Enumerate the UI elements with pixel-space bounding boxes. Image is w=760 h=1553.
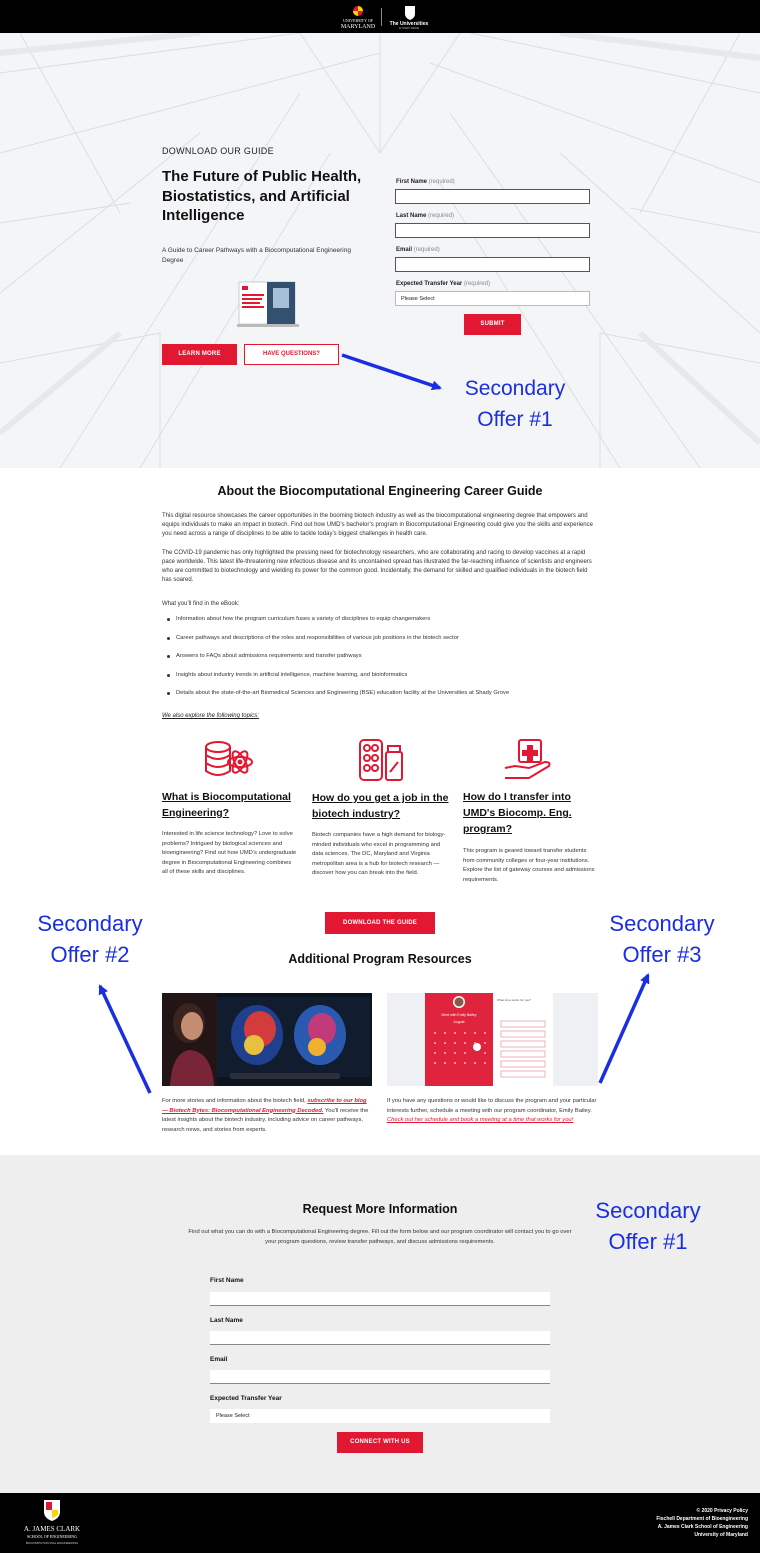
calendar-question: What time works for you? — [497, 998, 531, 1002]
arrow-offer2 — [100, 986, 150, 1093]
last-name-label: Last Name (required) — [396, 213, 455, 219]
list-item: Details about the state-of-the-art Biomedical Sciences and Engineering (BSE) education facility at the Universities at Shady Grove — [162, 690, 598, 709]
request-transfer-year-select[interactable]: Please Select — [210, 1409, 550, 1423]
topic-title-biotech-job[interactable]: How do you get a job in the biotech industry? — [312, 792, 449, 820]
about-list-intro: What you’ll find in the eBook: — [162, 601, 240, 607]
about-paragraph-1: This digital resource showcases the career opportunities in the booming biotech industry as well as the biocomputational engineering degree that empowers and equips individuals to make an impact in biotech. Find out how UMD’s bachelor’s program in Biocomputational Engineering could give you the skills and experience you need across a range of disciplines to be able to tackle today’s biggest challenges in health care. — [162, 513, 593, 537]
hero-architecture-background — [0, 33, 760, 468]
book-meeting-link[interactable]: Check out her schedule and book a meeting at a time that works for you! — [387, 1117, 574, 1123]
topic-text-biotech-job: Biotech companies have a high demand for biology-minded individuals who excel in programming and data sciences. The DC, Maryland and Virginia metropolitan area is a hub for biotech research — discover how you can break into the field. — [312, 832, 446, 876]
footer — [0, 1493, 760, 1553]
database-atom-icon — [202, 738, 254, 784]
pills-medicine-icon — [356, 738, 408, 784]
footer-logo-line3: BIOCOMPUTATIONAL ENGINEERING — [25, 1541, 79, 1545]
list-item: Information about how the program curriculum fuses a variety of disciplines to equip changemakers — [162, 616, 598, 635]
hero-title: The Future of Public Health, Biostatistics, and Artificial Intelligence — [162, 168, 362, 224]
request-email-label: Email — [210, 1356, 228, 1363]
topic-title-transfer[interactable]: How do I transfer into UMD's Biocomp. Eng. program? — [463, 791, 572, 835]
request-transfer-year-label: Expected Transfer Year — [210, 1395, 282, 1402]
transfer-year-select[interactable]: Please Select — [395, 291, 590, 306]
footer-university: University of Maryland — [694, 1532, 748, 1538]
svg-text:AT SHADY GROVE: AT SHADY GROVE — [398, 28, 420, 30]
request-last-name-label: Last Name — [210, 1317, 243, 1324]
subscribe-blog-link[interactable]: subscribe to our blog — Biotech Bytes: Biocomputational Engineering Decoded. — [162, 1098, 367, 1114]
email-input[interactable] — [395, 257, 590, 272]
footer-privacy-link[interactable]: © 2020 Privacy Policy — [696, 1508, 748, 1514]
about-title: About the Biocomputational Engineering Career Guide — [217, 484, 543, 498]
have-questions-button[interactable]: HAVE QUESTIONS? — [244, 344, 339, 365]
email-label: Email (required) — [396, 247, 440, 253]
request-first-name-label: First Name — [210, 1277, 244, 1284]
annotation-offer1-top: Secondary Offer #1 — [464, 377, 566, 431]
first-name-label: First Name (required) — [396, 179, 455, 185]
first-name-input[interactable] — [395, 189, 590, 204]
svg-text:The Universities: The Universities — [389, 21, 429, 27]
hero-subtitle: A Guide to Career Pathways with a Biocomputational Engineering Degree — [162, 247, 351, 264]
footer-school: A. James Clark School of Engineering — [657, 1524, 748, 1530]
connect-with-us-button[interactable]: CONNECT WITH US — [337, 1432, 423, 1453]
transfer-year-label: Expected Transfer Year (required) — [396, 281, 490, 287]
svg-text:MARYLAND: MARYLAND — [340, 24, 376, 30]
resources-title: Additional Program Resources — [288, 952, 472, 966]
scientist-brain-scan-image[interactable] — [162, 993, 372, 1086]
top-bar — [0, 0, 760, 33]
download-guide-button[interactable]: DOWNLOAD THE GUIDE — [325, 912, 435, 934]
about-paragraph-2: The COVID-19 pandemic has only highlighted the pressing need for biotechnology researchers, who are collaborating and racing to develop vaccines at a rapid pace worldwide. This latest life-threatening new infectious disease and its uncontained spread has illustrated the far-reaching influence of scientists and engineers who are committed to biotechnology and wielding its power for the common good. Incidentally, the demand for skilled and qualified individuals in the biotech field has soared. — [162, 550, 592, 583]
footer-department: Fischell Department of Bioengineering — [656, 1516, 748, 1522]
request-intro: Find out what you can do with a Biocomputational Engineering degree. Fill out the form below and our program coordinator will contact you to go over your program questions, review transfer pathways, and discuss admissions requirements. — [188, 1229, 572, 1245]
hand-medical-cross-icon — [503, 738, 555, 784]
footer-logo-line2: SCHOOL OF ENGINEERING — [26, 1534, 78, 1539]
topic-title-biocomp[interactable]: What is Biocomputational Engineering? — [162, 791, 291, 819]
list-item: Career pathways and descriptions of the roles and responsibilities of various job positions in the biotech sector — [162, 635, 598, 654]
guide-cover-image[interactable] — [237, 280, 301, 328]
clark-school-logo[interactable] — [12, 1498, 92, 1548]
request-title: Request More Information — [302, 1202, 458, 1216]
request-last-name-input[interactable] — [210, 1331, 550, 1345]
blog-text: For more stories and information about the biotech field, subscribe to our blog — Biotech Bytes: Biocomputational Engineering Decoded. You'll receive the latest insights about the biotech industry, including advice on career pathways, research news, and stories from experts. — [162, 1098, 369, 1133]
calendar-booking-image[interactable] — [387, 993, 598, 1086]
annotation-offer3: Secondary Offer #3 — [609, 911, 715, 967]
annotation-offer1-bottom: Secondary Offer #1 — [595, 1198, 701, 1254]
hero-eyebrow: DOWNLOAD OUR GUIDE — [162, 146, 274, 156]
logo-divider — [381, 8, 382, 26]
annotation-offer2: Secondary Offer #2 — [37, 911, 143, 967]
list-item: Answers to FAQs about admissions requirements and transfer pathways — [162, 653, 598, 672]
umd-logo[interactable] — [334, 4, 382, 30]
submit-button[interactable]: SUBMIT — [464, 314, 521, 335]
request-email-input[interactable] — [210, 1370, 550, 1384]
footer-text — [656, 1507, 748, 1539]
hero-section — [0, 33, 760, 468]
usg-logo[interactable] — [386, 4, 432, 30]
ebook-feature-list — [162, 616, 598, 709]
list-item: Insights about industry trends in artificial intelligence, machine learning, and bioinformatics — [162, 672, 598, 691]
calendar-month: August — [453, 1020, 465, 1024]
last-name-input[interactable] — [395, 223, 590, 238]
arrow-offer3 — [600, 975, 648, 1083]
topics-intro: We also explore the following topics: — [162, 713, 259, 719]
request-first-name-input[interactable] — [210, 1292, 550, 1306]
calendar-name: Meet with Emily Bailey — [441, 1013, 477, 1017]
topic-text-transfer: This program is geared toward transfer students from community colleges or four-year institutions. Explore the list of gateway courses and admissions requirements. — [463, 848, 595, 883]
footer-logo-line1: A. JAMES CLARK — [23, 1525, 81, 1533]
topic-text-biocomp: Interested in life science technology? Love to solve problems? Intrigued by biological sciences and bioengineering? Find out how UMD’s undergraduate degree in Biocomputational Engineering combines all of these skills and disciplines. — [162, 831, 297, 875]
schedule-text: If you have any questions or would like to discuss the program and your particular interests further, schedule a meeting with our program coordinator, Emily Bailey. Check out her schedule and book a meeting at a time that works for you! — [387, 1098, 597, 1123]
learn-more-button[interactable]: LEARN MORE — [162, 344, 237, 365]
svg-text:UNIVERSITY OF: UNIVERSITY OF — [343, 18, 373, 23]
